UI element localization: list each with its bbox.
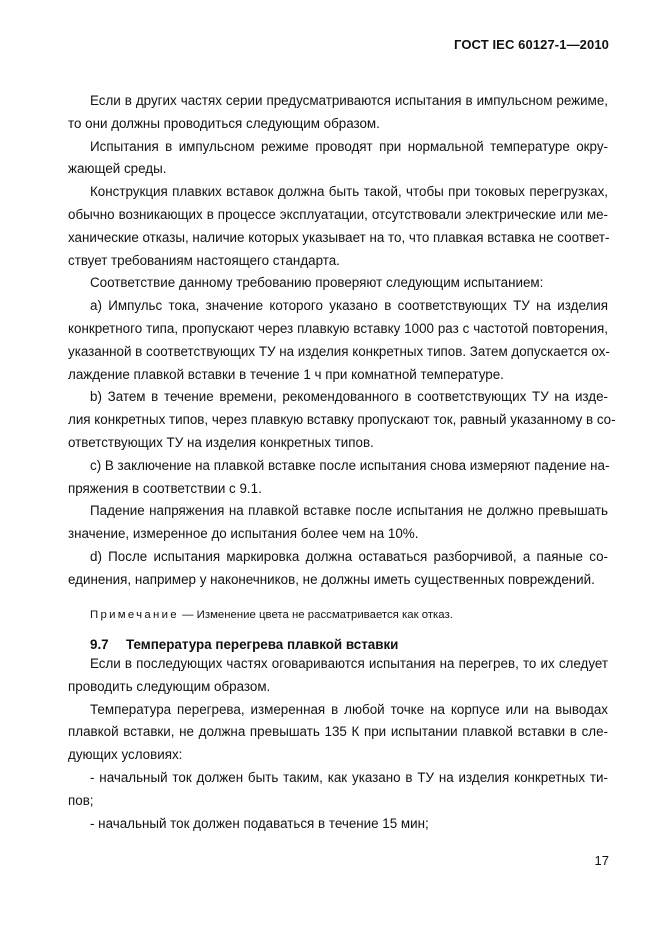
- text-line: Испытания в импульсном режиме проводят при нормальной температуре окру-: [90, 138, 608, 154]
- text-line: с) В заключение на плавкой вставке после испытания снова измеряют падение на-: [90, 457, 610, 473]
- paragraph: [68, 455, 608, 501]
- page-number: 17: [594, 853, 609, 868]
- text-line: лаждение плавкой вставки в течение 1 ч при комнатной температуре.: [68, 366, 504, 382]
- text-line: пряжения в соответствии с 9.1.: [68, 480, 262, 496]
- text-line: дующих условиях:: [68, 747, 183, 763]
- text-line: а) Импульс тока, значение которого указано в соответствующих ТУ на изделия: [90, 298, 608, 314]
- paragraph: [68, 295, 608, 386]
- note-text: — Изменение цвета не рассматривается как отказ.: [178, 609, 453, 621]
- text-line: ханические отказы, наличие которых указывает на то, что плавкая вставка не соответ-: [68, 229, 610, 245]
- text-line: Если в последующих частях оговариваются испытания на перегрев, то их следует: [90, 656, 608, 671]
- text-line: лия конкретных типов, через плавкую вставку пропускают ток, равный указанному в со-: [68, 412, 616, 428]
- paragraph: [68, 653, 608, 699]
- document-header: ГОСТ IEC 60127-1—2010: [454, 37, 609, 52]
- text-line: конкретного типа, пропускают через плавкую вставку 1000 раз с частотой повторения,: [68, 320, 608, 336]
- text-line: указанной в соответствующих ТУ на изделия конкретных типов. Затем допускается ох-: [68, 343, 610, 359]
- note: [68, 604, 608, 626]
- paragraph: [68, 813, 608, 836]
- text-line: Если в других частях серии предусматриваются испытания в импульсном режиме,: [90, 93, 608, 108]
- text-line: - начальный ток должен подаваться в течение 15 мин;: [90, 815, 429, 831]
- note-label: Примечание: [90, 609, 179, 621]
- text-line: плавкой вставки, не должна превышать 135 К при испытании плавкой вставки в сле-: [68, 724, 608, 740]
- paragraph: [68, 699, 608, 767]
- section-number: 9.7: [90, 637, 109, 652]
- body-text-block-2: [68, 653, 608, 835]
- text-line: значение, измеренное до испытания более чем на 10%.: [68, 526, 419, 542]
- text-line: пов;: [68, 792, 94, 808]
- paragraph: [68, 500, 608, 546]
- paragraph: [68, 136, 608, 182]
- text-line: Соответствие данному требованию проверяют следующим испытанием:: [90, 275, 544, 291]
- paragraph: [68, 90, 608, 136]
- text-line: ответствующих ТУ на изделия конкретных типов.: [68, 434, 374, 450]
- text-line: ствует требованиям настоящего стандарта.: [68, 252, 340, 268]
- note-block: [68, 602, 608, 626]
- text-line: то они должны проводиться следующим образом.: [68, 115, 380, 131]
- text-line: Конструкция плавких вставок должна быть такой, чтобы при токовых перегрузках,: [90, 184, 608, 200]
- text-line: d) После испытания маркировка должна оставаться разборчивой, а паяные со-: [90, 548, 608, 564]
- text-line: Температура перегрева, измеренная в любой точке на корпусе или на выводах: [90, 701, 608, 717]
- text-line: - начальный ток должен быть таким, как указано в ТУ на изделия конкретных ти-: [90, 769, 608, 785]
- section-title: Температура перегрева плавкой вставки: [126, 637, 399, 652]
- text-line: жающей среды.: [68, 161, 167, 177]
- paragraph: [68, 767, 608, 813]
- paragraph: [68, 181, 608, 272]
- paragraph: [68, 272, 608, 295]
- text-line: Падение напряжения на плавкой вставке после испытания не должно превышать: [90, 503, 608, 519]
- paragraph: [68, 546, 608, 592]
- paragraph: [68, 386, 616, 454]
- text-line: проводить следующим образом.: [68, 678, 271, 694]
- body-text-block-1: [68, 90, 616, 592]
- text-line: единения, например у наконечников, не должны иметь существенных повреждений.: [68, 571, 595, 587]
- text-line: обычно возникающих в процессе эксплуатации, отсутствовали электрические или ме-: [68, 206, 608, 222]
- text-line: b) Затем в течение времени, рекомендованного в соответствующих ТУ на изде-: [90, 389, 608, 405]
